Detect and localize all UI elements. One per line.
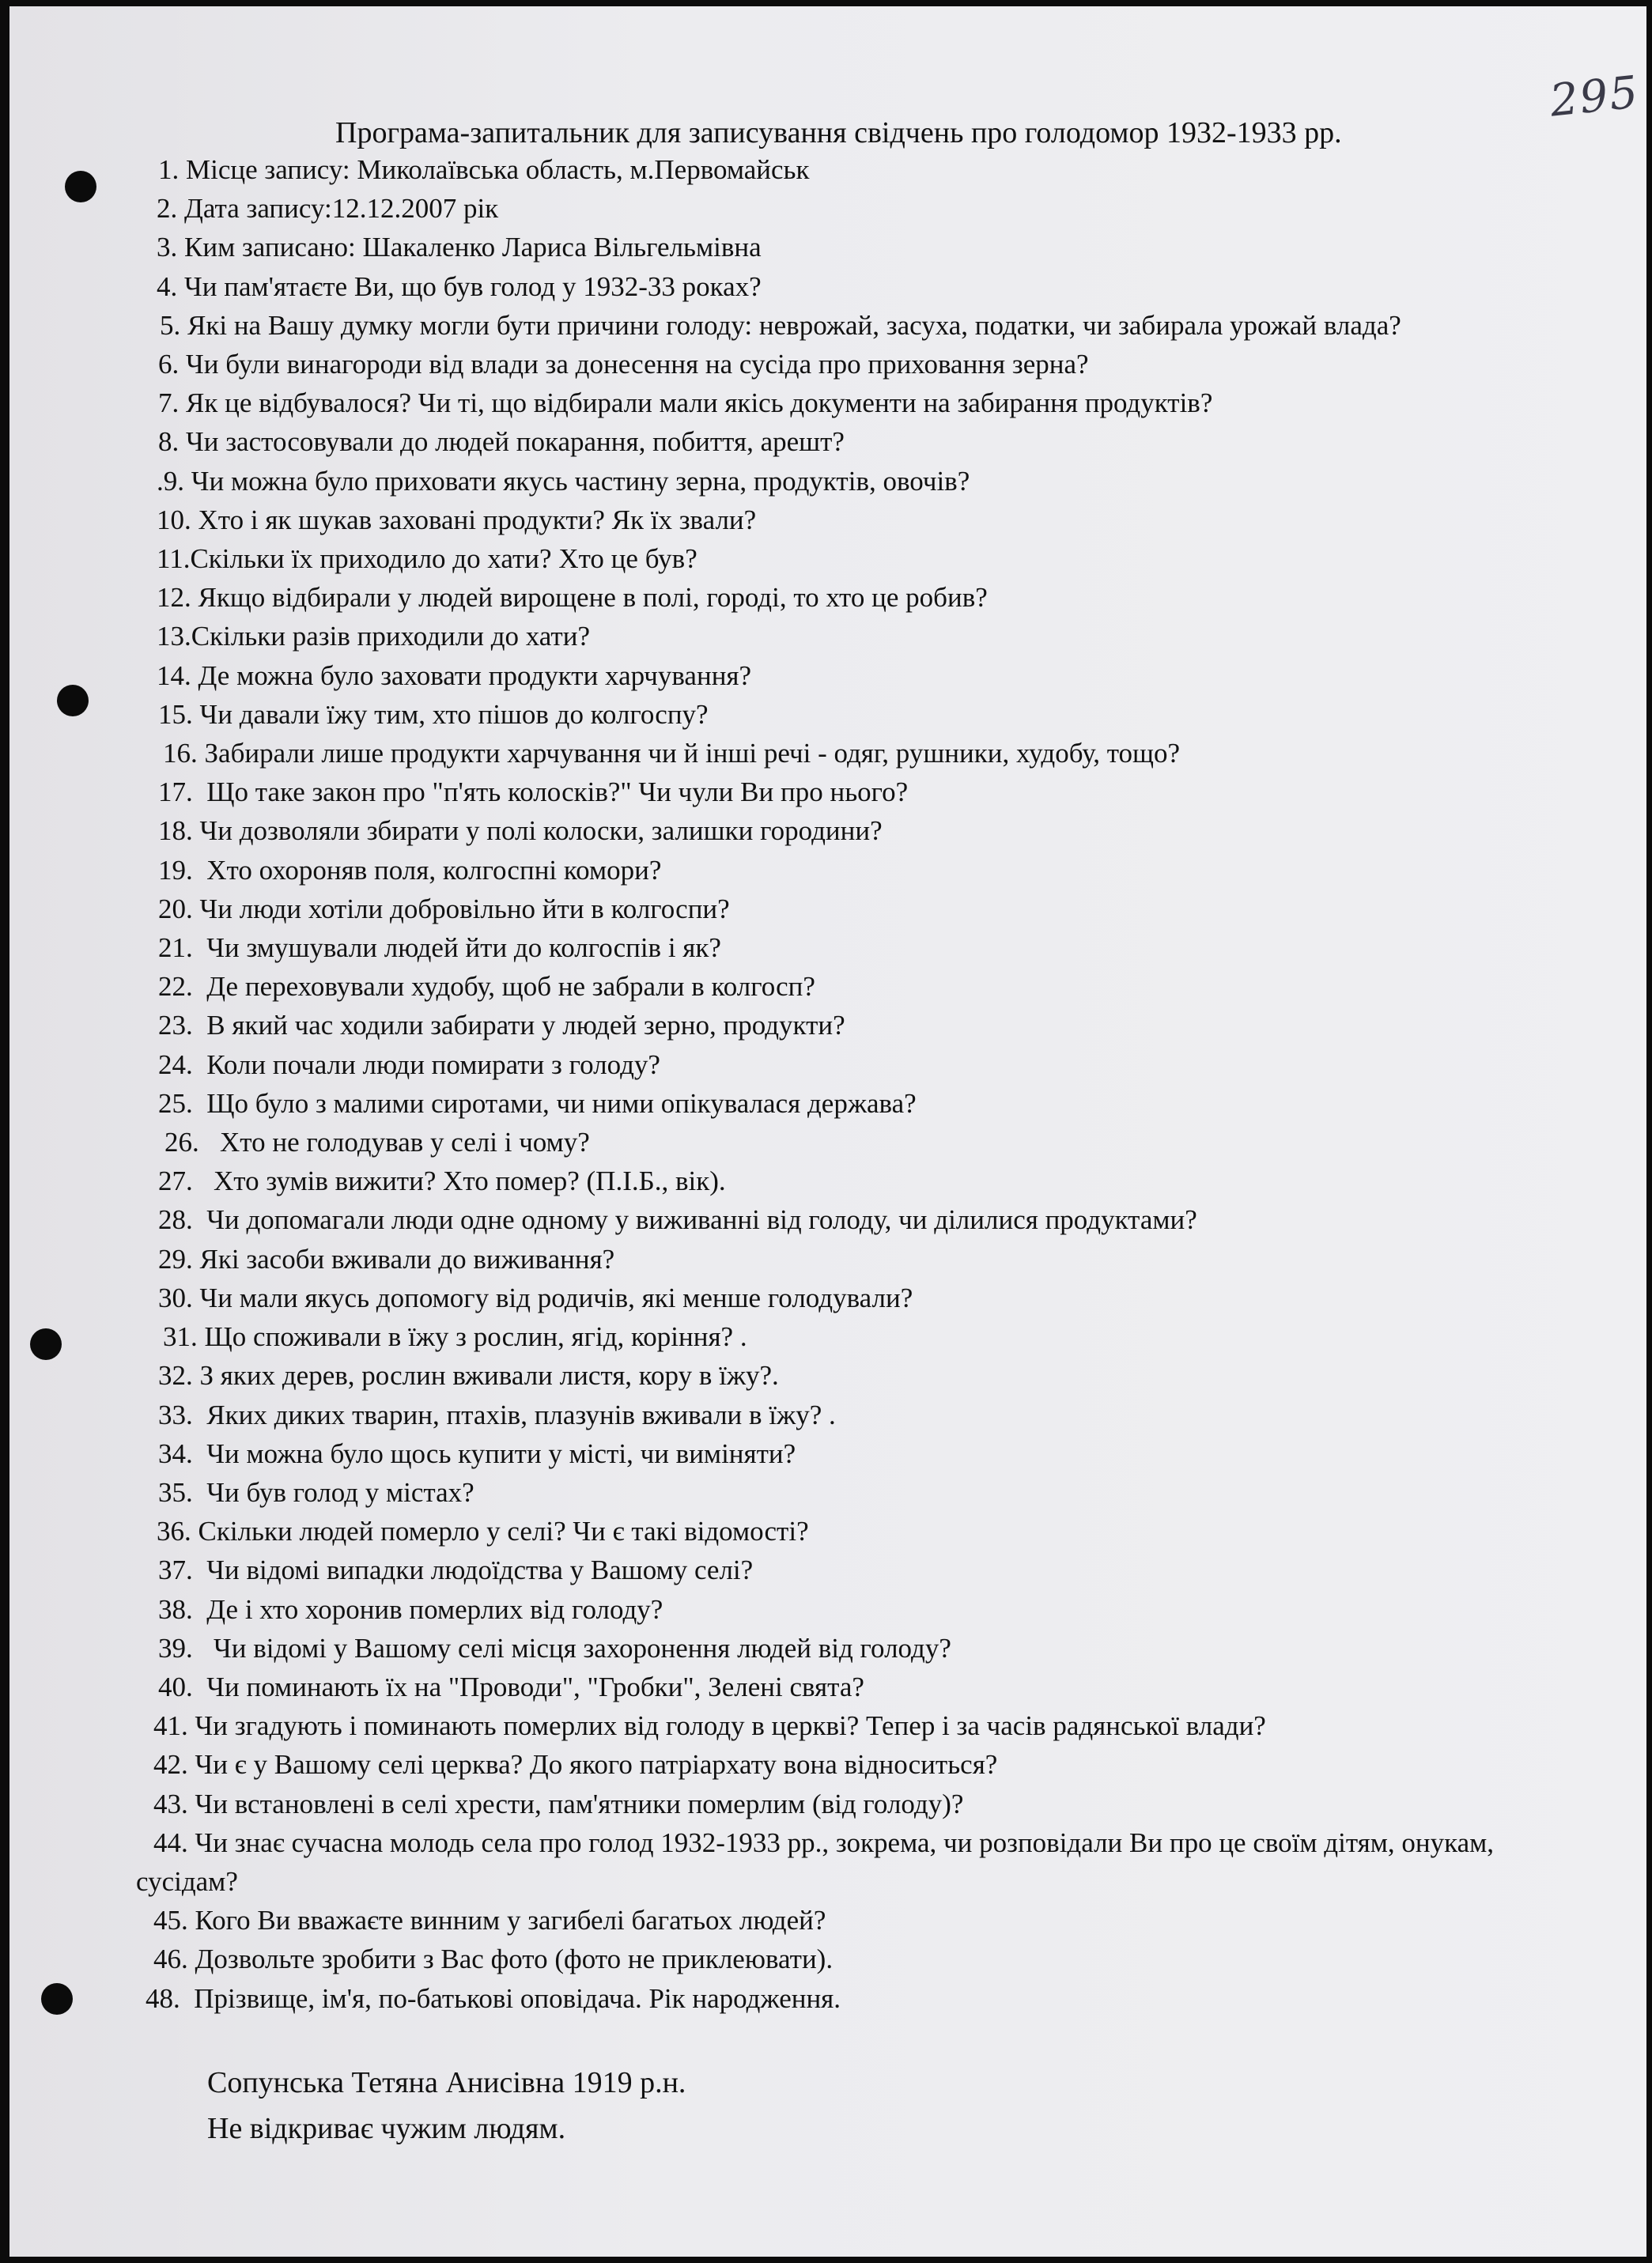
question-number: 32. (158, 1360, 193, 1392)
question-text: Прізвище, ім'я, по-батькові оповідача. Рік народження. (194, 1982, 841, 2014)
question-text: Чи знає сучасна молодь села про голод 1932-1933 рр., зокрема, чи розповідали Ви про це своїм дітям, онукам, сусідам? (136, 1827, 1495, 1897)
question-item (136, 695, 1528, 734)
question-number: 26. (164, 1127, 199, 1158)
narrator-note: Не відкриває чужим людям. (207, 2112, 566, 2145)
question-text: Чи був голод у містах? (206, 1476, 474, 1508)
question-number: 41. (153, 1710, 188, 1742)
question-text: Хто охороняв поля, колгоспні комори? (206, 854, 662, 886)
question-text: Чи мали якусь допомогу від родичів, які менше голодували? (199, 1282, 913, 1313)
question-item (136, 345, 1528, 383)
punch-hole (30, 1328, 62, 1360)
question-item (136, 1434, 1528, 1473)
question-text: Чи допомагали люди одне одному у виживанні від голоду, чи ділилися продуктами? (206, 1204, 1197, 1236)
question-number: 14. (157, 659, 191, 691)
question-text: Скільки людей померло у селі? Чи є такі відомості? (198, 1516, 809, 1547)
question-number: 18. (158, 815, 193, 847)
question-item (136, 1785, 1528, 1823)
question-text: Чи можна було щось купити у місті, чи виміняти? (206, 1438, 796, 1469)
question-item (136, 1551, 1528, 1589)
question-number: 2. (157, 193, 178, 225)
question-number: 33. (158, 1399, 193, 1430)
question-number: 29. (158, 1243, 193, 1275)
question-item (136, 811, 1528, 850)
question-item (136, 1123, 1528, 1162)
document-title: Програма-запитальник для записування свідчень про голодомор 1932-1933 рр. (335, 116, 1342, 149)
question-item (136, 501, 1528, 539)
question-number: 30. (158, 1282, 193, 1313)
question-number: 31. (163, 1321, 198, 1353)
question-item (136, 851, 1528, 890)
document-page (9, 6, 1646, 2257)
question-text: Хто і як шукав заховані продукти? Як їх звали? (198, 504, 757, 535)
question-number: 16. (163, 738, 198, 769)
question-text: Ким записано: Шакаленко Лариса Вільгельмівна (184, 232, 762, 263)
question-text: Якщо відбирали у людей вирощене в полі, городі, то хто це робив? (198, 582, 988, 614)
question-number: 13. (157, 621, 191, 652)
narrator-name: Сопунська Тетяна Анисівна 1919 р.н. (207, 2066, 686, 2099)
question-number: 6. (158, 349, 180, 380)
question-number: 46. (153, 1944, 188, 1975)
question-text: Чи давали їжу тим, хто пішов до колгоспу? (199, 698, 709, 730)
question-text: Коли почали люди помирати з голоду? (206, 1048, 660, 1080)
question-item (136, 1629, 1528, 1668)
question-item (136, 1473, 1528, 1512)
question-text: Кого Ви вважаєте винним у загибелі багатьох людей? (195, 1905, 826, 1936)
question-number: 12. (157, 582, 191, 614)
punch-hole (41, 1983, 73, 2015)
question-text: Які на Вашу думку могли бути причини голоду: неврожай, засуха, податки, чи забирала урожай влада? (187, 309, 1401, 341)
question-number: 21. (158, 932, 193, 964)
question-text: Чи дозволяли збирати у полі колоски, залишки городини? (199, 815, 883, 847)
question-item (136, 228, 1528, 266)
question-item (136, 1745, 1528, 1784)
question-item (136, 1706, 1528, 1745)
question-number: 7. (158, 387, 180, 419)
question-list (136, 150, 1528, 2018)
question-text: Скільки разів приходили до хати? (191, 621, 590, 652)
question-text: Чи були винагороди від влади за донесення на сусіда про приховання зерна? (186, 349, 1089, 380)
question-item (136, 150, 1528, 189)
question-item (136, 578, 1528, 617)
question-item (136, 1396, 1528, 1434)
question-text: Чи поминають їх на "Проводи", "Гробки", Зелені свята? (206, 1671, 864, 1702)
question-item (136, 267, 1528, 306)
question-text: Чи згадують і поминають померлих від голоду в церкві? Тепер і за часів радянської влади? (195, 1710, 1266, 1742)
question-text: Яких диких тварин, птахів, плазунів вживали в їжу? . (206, 1399, 836, 1430)
question-number: 19. (158, 854, 193, 886)
question-item (136, 306, 1528, 345)
question-text: Що споживали в їжу з рослин, ягід, коріння? . (204, 1321, 747, 1353)
question-number: 23. (158, 1010, 193, 1041)
question-text: Хто не голодував у селі і чому? (220, 1127, 590, 1158)
question-number: 42. (153, 1749, 188, 1781)
question-number: 3. (157, 232, 178, 263)
question-text: Як це відбувалося? Чи ті, що відбирали мали якісь документи на забирання продуктів? (186, 387, 1213, 419)
question-number: 27. (158, 1166, 193, 1197)
question-number: 5. (160, 309, 181, 341)
question-item (136, 539, 1528, 578)
question-number: 8. (158, 426, 180, 458)
question-text: Чи відомі у Вашому селі місця захоронення людей від голоду? (214, 1632, 951, 1664)
question-number: 10. (157, 504, 191, 535)
punch-hole (57, 685, 89, 716)
question-item (136, 1317, 1528, 1356)
question-item (136, 1240, 1528, 1279)
question-item (136, 967, 1528, 1006)
question-item (136, 1084, 1528, 1123)
question-item (136, 1979, 1528, 2018)
question-text: Забирали лише продукти харчування чи й інші речі - одяг, рушники, худобу, тощо? (204, 738, 1181, 769)
question-number: .9. (157, 465, 184, 497)
question-item (136, 1045, 1528, 1084)
question-item (136, 422, 1528, 461)
question-item (136, 1279, 1528, 1317)
question-item (136, 1901, 1528, 1940)
question-item (136, 1200, 1528, 1239)
question-item (136, 617, 1528, 655)
question-text: Місце запису: Миколаївська область, м.Первомайськ (186, 154, 810, 185)
page-number: 295 (1547, 66, 1642, 127)
question-item (136, 1512, 1528, 1551)
question-item (136, 1356, 1528, 1395)
question-text: Чи люди хотіли добровільно йти в колгоспи? (199, 893, 730, 924)
question-number: 15. (158, 698, 193, 730)
question-number: 1. (158, 154, 180, 185)
question-text: Хто зумів вижити? Хто помер? (П.І.Б., вік). (214, 1166, 726, 1197)
question-text: З яких дерев, рослин вживали листя, кору в їжу?. (199, 1360, 779, 1392)
question-text: Дозвольте зробити з Вас фото (фото не приклеювати). (195, 1944, 834, 1975)
question-text: Де можна було заховати продукти харчування? (198, 659, 752, 691)
question-number: 48. (146, 1982, 180, 2014)
question-text: Чи встановлені в селі хрести, пам'ятники померлим (від голоду)? (195, 1788, 964, 1819)
question-number: 37. (158, 1555, 193, 1586)
question-text: Що таке закон про "п'ять колосків?" Чи чули Ви про нього? (206, 776, 909, 808)
question-text: Чи є у Вашому селі церква? До якого патріархату вона відноситься? (195, 1749, 998, 1781)
question-text: Чи відомі випадки людоїдства у Вашому селі? (206, 1555, 754, 1586)
question-text: Чи можна було приховати якусь частину зерна, продуктів, овочів? (191, 465, 970, 497)
question-text: Що було з малими сиротами, чи ними опікувалася держава? (206, 1087, 917, 1119)
question-number: 36. (157, 1516, 191, 1547)
question-number: 45. (153, 1905, 188, 1936)
question-item (136, 189, 1528, 228)
question-number: 43. (153, 1788, 188, 1819)
question-number: 34. (158, 1438, 193, 1469)
question-item (136, 462, 1528, 501)
question-number: 44. (153, 1827, 188, 1858)
question-item (136, 1590, 1528, 1629)
question-number: 35. (158, 1476, 193, 1508)
question-text: Чи змушували людей йти до колгоспів і як? (206, 932, 721, 964)
question-number: 22. (158, 971, 193, 1003)
question-number: 38. (158, 1593, 193, 1625)
question-item (136, 1162, 1528, 1200)
question-text: Де переховували худобу, щоб не забрали в колгосп? (206, 971, 815, 1003)
question-item (136, 734, 1528, 773)
question-text: Які засоби вживали до виживання? (199, 1243, 615, 1275)
question-number: 39. (158, 1632, 193, 1664)
question-item (136, 890, 1528, 928)
question-item (136, 1006, 1528, 1045)
question-number: 24. (158, 1048, 193, 1080)
question-item (136, 928, 1528, 967)
question-text: Чи застосовували до людей покарання, побиття, арешт? (186, 426, 845, 458)
question-number: 4. (157, 270, 178, 302)
question-item (136, 1940, 1528, 1978)
question-number: 28. (158, 1204, 193, 1236)
punch-hole (65, 171, 96, 202)
question-item (136, 1823, 1528, 1901)
question-text: Чи пам'ятаєте Ви, що був голод у 1932-33 роках? (184, 270, 762, 302)
question-number: 40. (158, 1671, 193, 1702)
question-item (136, 656, 1528, 695)
question-item (136, 773, 1528, 811)
question-text: В який час ходили забирати у людей зерно, продукти? (206, 1010, 845, 1041)
question-number: 17. (158, 776, 193, 808)
question-item (136, 383, 1528, 422)
question-number: 11. (157, 543, 191, 575)
question-text: Дата запису:12.12.2007 рік (184, 193, 499, 225)
question-number: 20. (158, 893, 193, 924)
question-number: 25. (158, 1087, 193, 1119)
question-text: Скільки їх приходило до хати? Хто це був? (190, 543, 697, 575)
question-text: Де і хто хоронив померлих від голоду? (206, 1593, 663, 1625)
question-item (136, 1668, 1528, 1706)
